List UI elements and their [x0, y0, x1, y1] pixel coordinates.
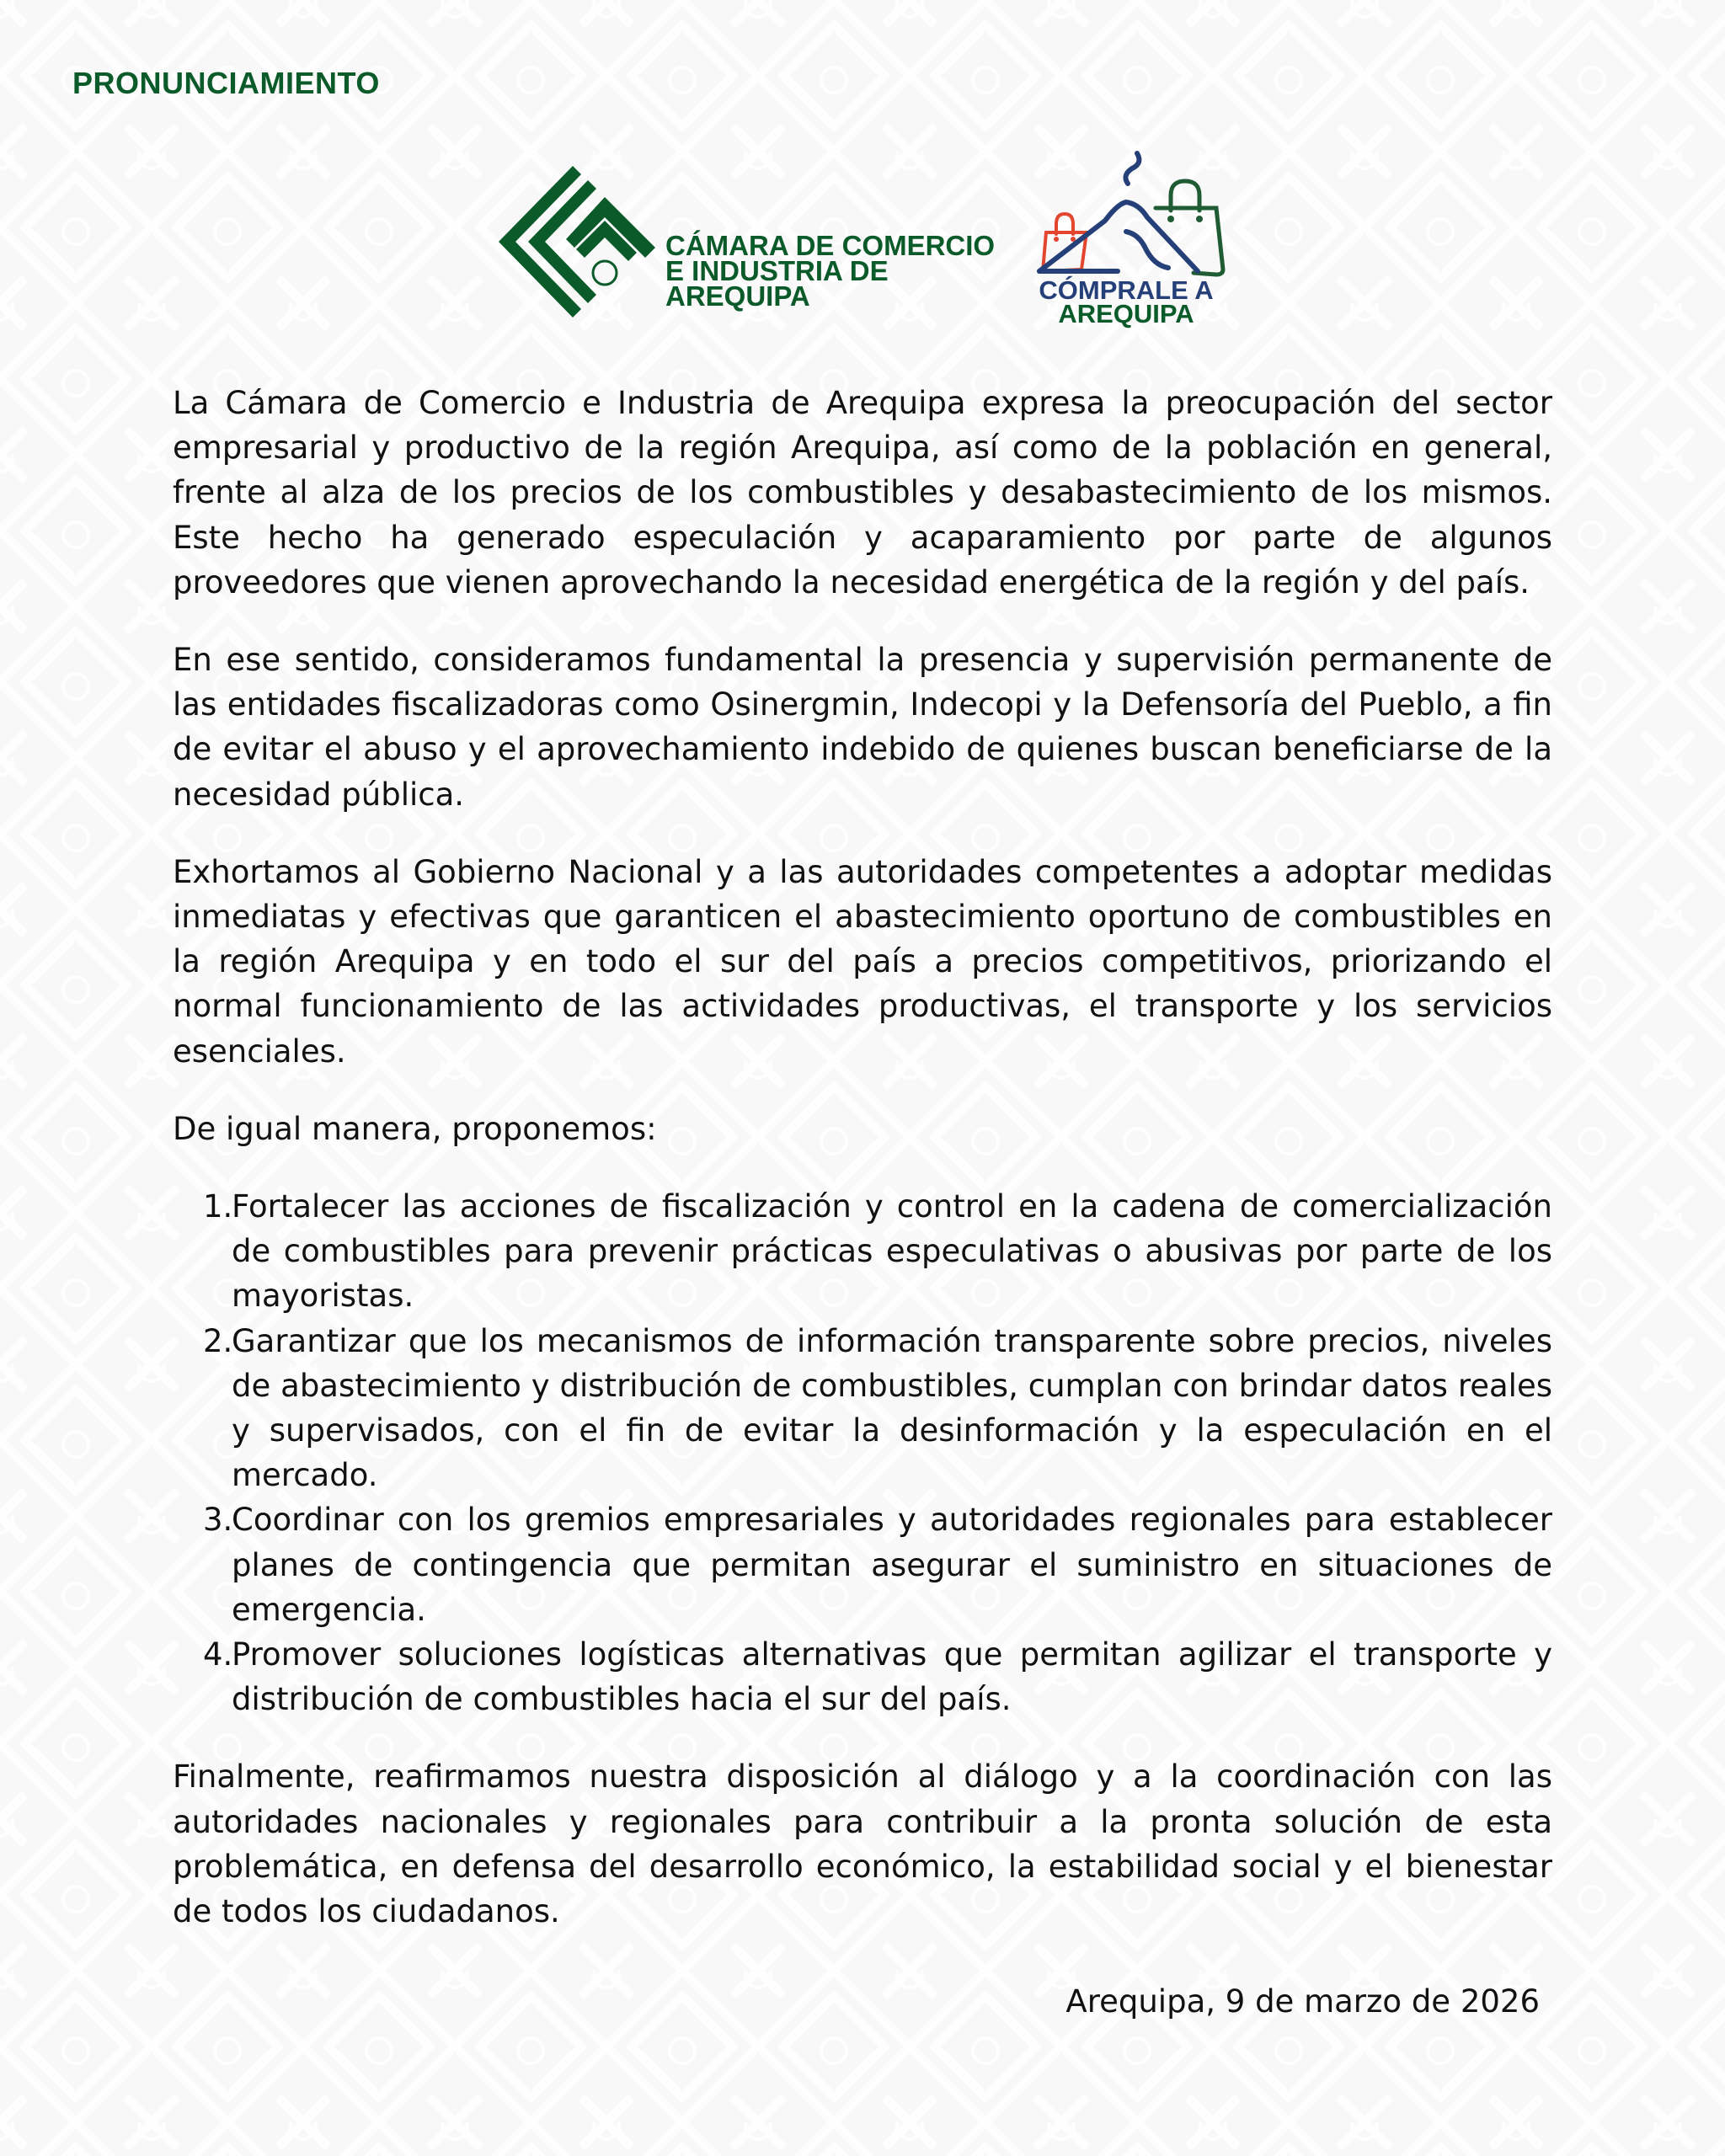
paragraph-proposals-intro: De igual manera, proponemos:	[173, 1110, 657, 1147]
list-item-text: Promover soluciones logísticas alternativas que permitan agilizar el transporte y distribución de combustibles hacia el sur del país.	[232, 1636, 1552, 1718]
paragraph-closing: Finalmente, reafirmamos nuestra disposición al diálogo y a la coordinación con las autoridades nacionales y regionales para contribuir a la pronta solución de esta problemática, en defensa del desarrollo económico, la estabilidad social y el bienestar de todos los ciudadanos.	[173, 1758, 1552, 1930]
logo-text-line: AREQUIPA	[665, 280, 810, 312]
list-item	[173, 1184, 1552, 1319]
list-item-text: Garantizar que los mecanismos de información transparente sobre precios, niveles de abastecimiento y distribución de combustibles, cumplan con brindar datos reales y supervisados, con el fin de evitar la desinformación y la especulación en el mercado.	[232, 1322, 1552, 1494]
paragraph-exhortation: Exhortamos al Gobierno Nacional y a las autoridades competentes a adoptar medidas inmediatas y efectivas que garanticen el abastecimiento oportuno de combustibles en la región Arequipa y en todo el sur del país a precios competitivos, priorizando el normal funcionamiento de las actividades productivas, el transporte y los servicios esenciales.	[173, 853, 1552, 1070]
list-item	[173, 1319, 1552, 1498]
paragraph-concern: La Cámara de Comercio e Industria de Arequipa expresa la preocupación del sector empresarial y productivo de la región Arequipa, así como de la población en general, frente al alza de los precios de los combustibles y desabastecimiento de los mismos. Este hecho ha generado especulación y acaparamiento por parte de algunos proveedores que vienen aprovechando la necesidad energética de la región y del país.	[173, 385, 1552, 600]
camara-comercio-logo	[497, 162, 994, 322]
list-item-number: 3.	[203, 1502, 233, 1539]
list-item	[173, 1497, 1552, 1632]
camara-comercio-diamond-logo-icon	[497, 162, 657, 322]
list-item-number: 1.	[203, 1188, 233, 1225]
list-item-text: Coordinar con los gremios empresariales y autoridades regionales para establecer planes de contingencia que permitan asegurar el suministro en situaciones de emergencia.	[232, 1502, 1552, 1628]
document-title: PRONUNCIAMIENTO	[72, 66, 380, 100]
list-item	[173, 1632, 1552, 1721]
logo-text-line: CÁMARA DE COMERCIO	[665, 230, 996, 261]
comprale-logo-text-line2: AREQUIPA	[1058, 299, 1194, 328]
comprale-logo-text-line1: CÓMPRALE A	[1039, 275, 1214, 305]
list-item-number: 4.	[203, 1636, 233, 1673]
document-date: Arequipa, 9 de marzo de 2026	[1065, 1983, 1540, 2020]
list-item-text: Fortalecer las acciones de fiscalización y control en la cadena de comercialización de combustibles para prevenir prácticas especulativas o abusivas por parte de los mayoristas.	[232, 1188, 1552, 1315]
list-item-number: 2.	[203, 1322, 233, 1359]
proposals-list	[173, 1184, 1552, 1721]
volcano-shopping-bags-logo-icon	[1021, 143, 1231, 278]
camara-comercio-logo-text	[665, 230, 996, 312]
pronouncement-body	[173, 381, 1552, 1967]
logo-text-line: E INDUSTRIA DE	[665, 255, 889, 286]
comprale-arequipa-logo	[1021, 143, 1231, 337]
paragraph-supervision: En ese sentido, consideramos fundamental la presencia y supervisión permanente de las entidades fiscalizadoras como Osinergmin, Indecopi y la Defensoría del Pueblo, a fin de evitar el abuso y el aprovechamiento indebido de quienes buscan beneficiarse de la necesidad pública.	[173, 642, 1552, 813]
